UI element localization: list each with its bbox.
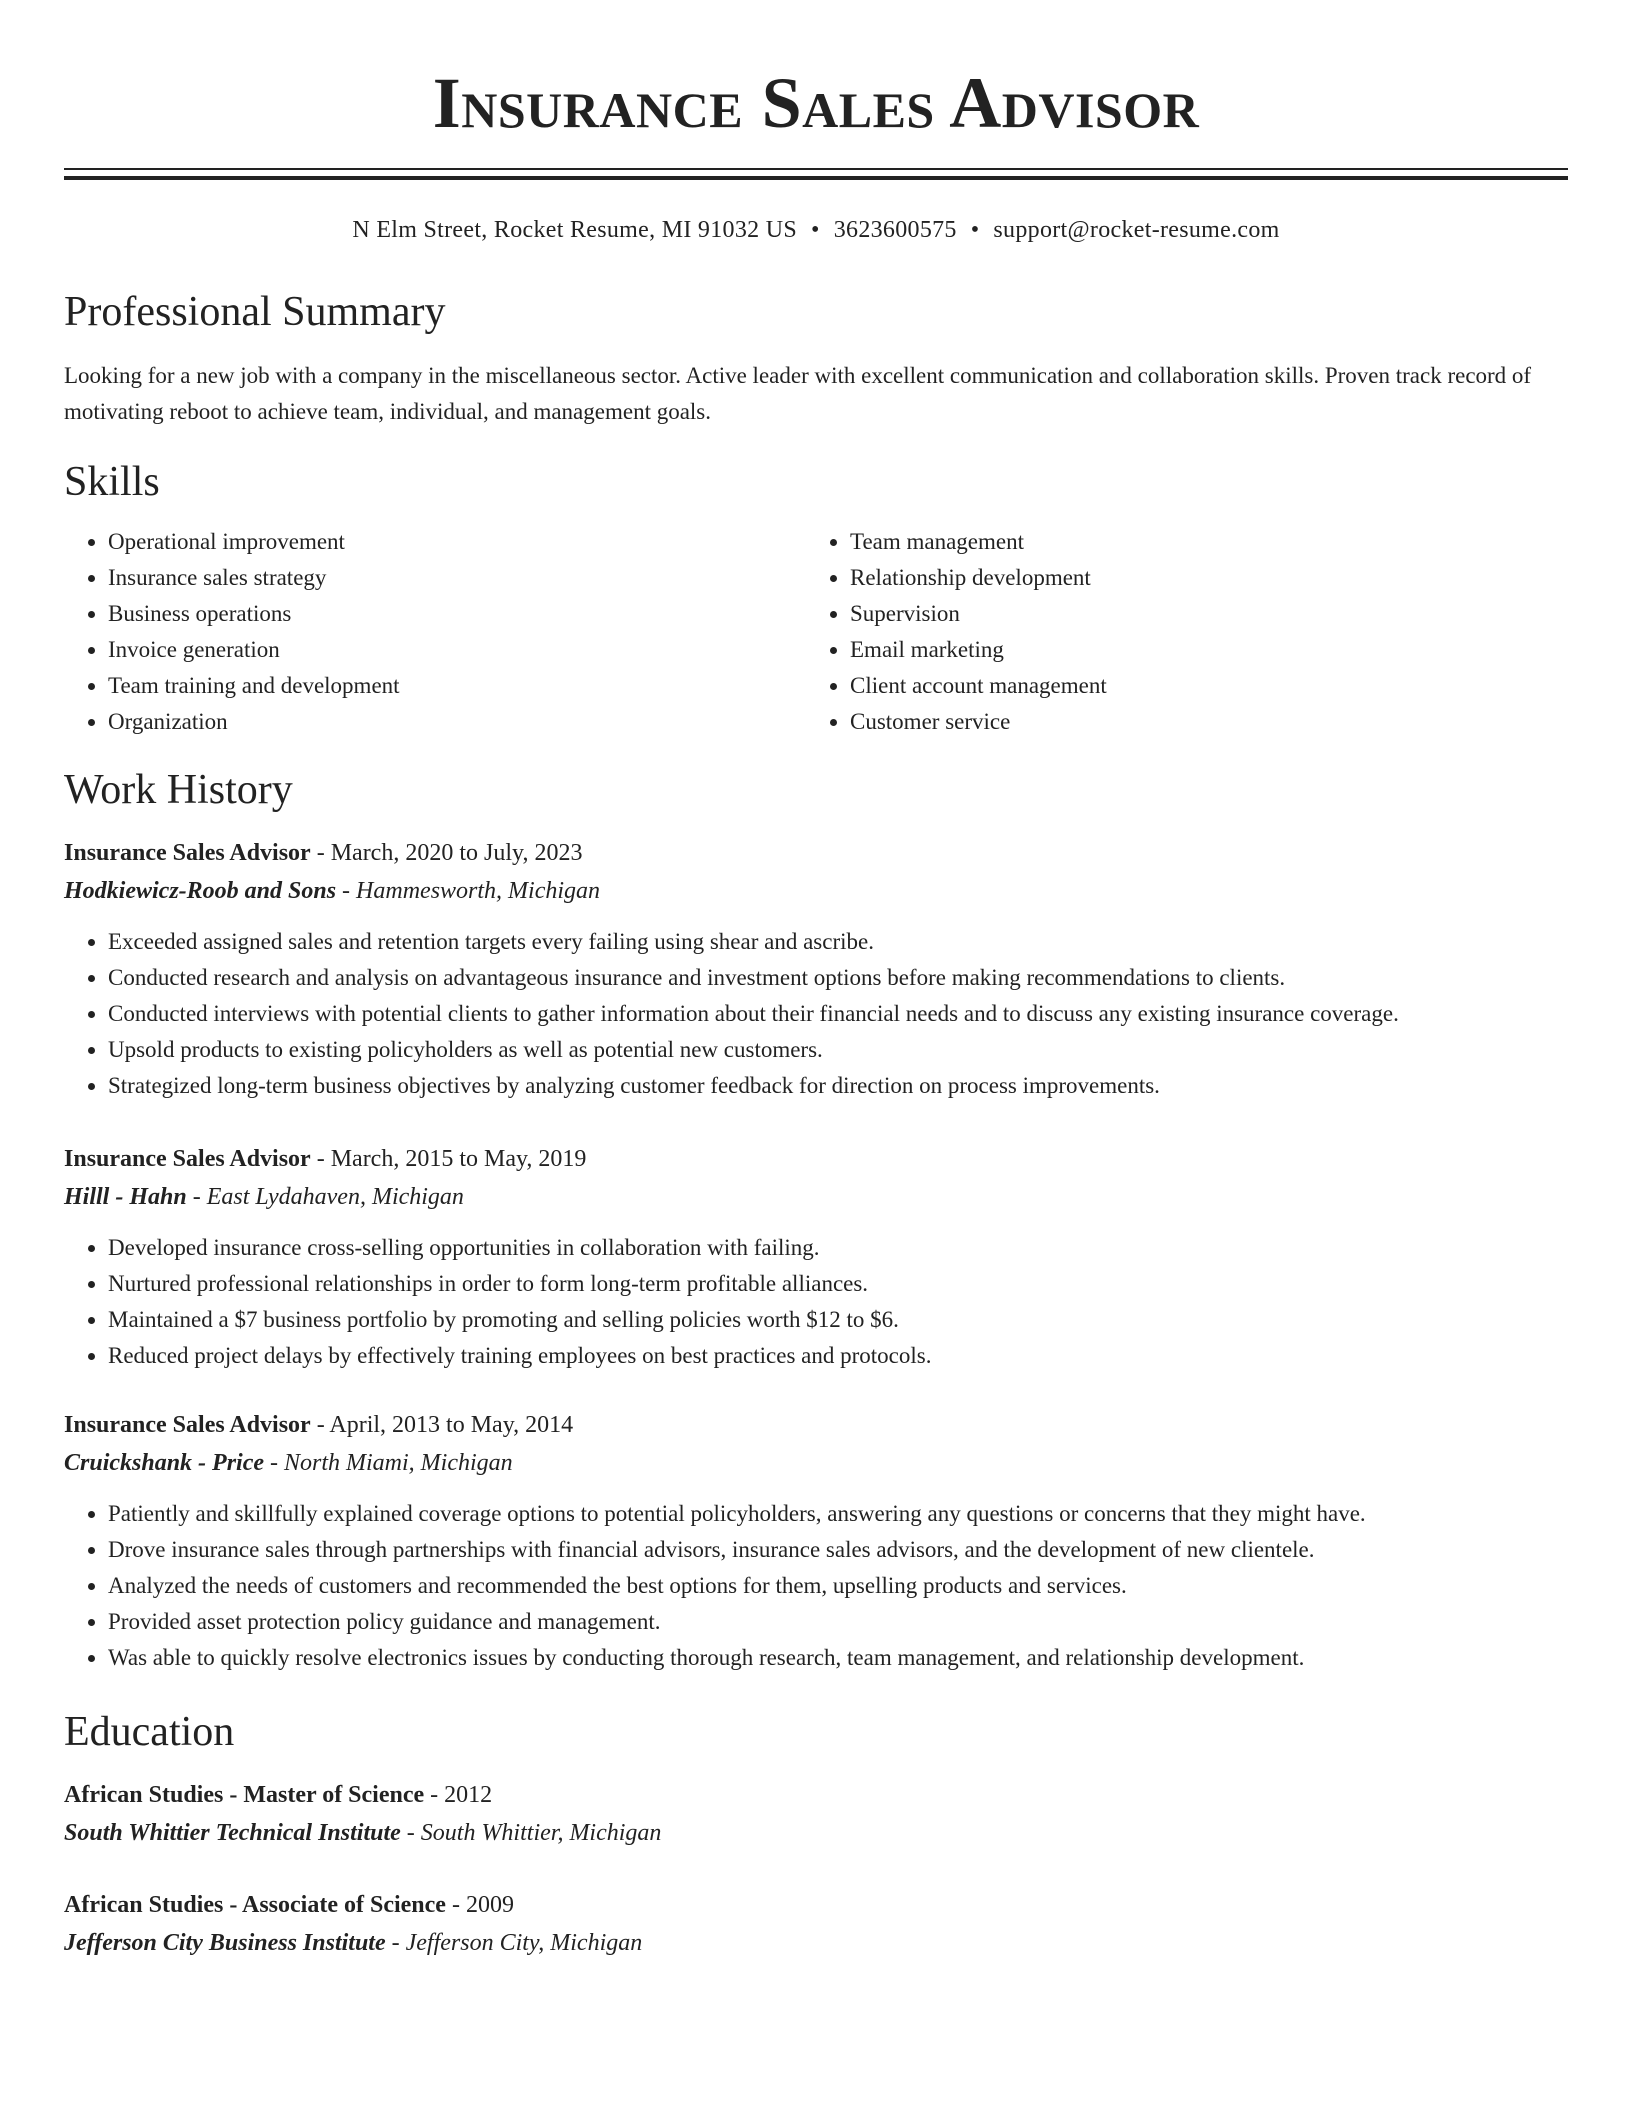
skills-column-left bbox=[64, 524, 806, 740]
resume-page bbox=[64, 0, 1568, 1962]
skill-item: • Email marketing bbox=[850, 632, 1548, 668]
education-degree: African Studies - Master of Science bbox=[64, 1782, 425, 1808]
job-bullets bbox=[64, 1496, 1568, 1676]
job-bullet: • Was able to quickly resolve electronics issues by conducting thorough research, team management, and relationship development. bbox=[108, 1640, 1568, 1676]
education-school-line bbox=[64, 1924, 1568, 1962]
education-location: - Jefferson City, Michigan bbox=[385, 1930, 643, 1956]
job-bullets bbox=[64, 924, 1568, 1104]
job-title-line bbox=[64, 834, 1568, 872]
skill-item: • Organization bbox=[108, 704, 806, 740]
job-bullet: • Nurtured professional relationships in order to form long-term profitable alliances. bbox=[108, 1266, 1568, 1302]
job-title: Insurance Sales Advisor bbox=[64, 1412, 311, 1438]
job-dates: - March, 2015 to May, 2019 bbox=[310, 1146, 587, 1172]
skill-item: • Operational improvement bbox=[108, 524, 806, 560]
job-company-line bbox=[64, 1178, 1568, 1216]
skill-item: • Business operations bbox=[108, 596, 806, 632]
job-title: Insurance Sales Advisor bbox=[64, 1146, 311, 1172]
job-company: Hodkiewicz-Roob and Sons bbox=[64, 878, 337, 904]
job-bullet: • Strategized long-term business objectives by analyzing customer feedback for direction on process improvements. bbox=[108, 1068, 1568, 1104]
education-degree-line bbox=[64, 1886, 1568, 1924]
education-degree-line bbox=[64, 1776, 1568, 1814]
job-entry bbox=[64, 834, 1568, 1104]
education-school: South Whittier Technical Institute bbox=[64, 1820, 401, 1846]
job-bullet: • Reduced project delays by effectively training employees on best practices and protocols. bbox=[108, 1338, 1568, 1374]
education-school: Jefferson City Business Institute bbox=[64, 1930, 386, 1956]
job-bullet: • Conducted interviews with potential clients to gather information about their financial needs and to discuss any existing insurance coverage. bbox=[108, 996, 1568, 1032]
job-bullets bbox=[64, 1230, 1568, 1374]
contact-separator: • bbox=[811, 217, 820, 243]
education-year: - 2009 bbox=[445, 1892, 514, 1918]
education-entry bbox=[64, 1776, 1568, 1852]
job-bullet: • Provided asset protection policy guidance and management. bbox=[108, 1604, 1568, 1640]
contact-line bbox=[64, 214, 1568, 246]
job-location: - Hammesworth, Michigan bbox=[336, 878, 601, 904]
education-year: - 2012 bbox=[424, 1782, 493, 1808]
job-location: - North Miami, Michigan bbox=[264, 1450, 513, 1476]
summary-text: Looking for a new job with a company in the miscellaneous sector. Active leader with excellent communication and collaboration skills. Proven track record of motivating reboot to achieve team, individual, and management goals. bbox=[64, 363, 1532, 424]
job-dates: - April, 2013 to May, 2014 bbox=[310, 1412, 574, 1438]
education-entry bbox=[64, 1886, 1568, 1962]
contact-phone: 3623600575 bbox=[833, 217, 957, 243]
job-bullet: • Upsold products to existing policyholders as well as potential new customers. bbox=[108, 1032, 1568, 1068]
contact-address: N Elm Street, Rocket Resume, MI 91032 US bbox=[352, 217, 798, 243]
header-divider-thick bbox=[64, 176, 1568, 180]
skill-item: • Insurance sales strategy bbox=[108, 560, 806, 596]
skill-item: • Relationship development bbox=[850, 560, 1548, 596]
skill-item: • Customer service bbox=[850, 704, 1548, 740]
work-history-heading: Work History bbox=[64, 767, 293, 813]
job-location: - East Lydahaven, Michigan bbox=[186, 1184, 464, 1210]
job-company: Cruickshank - Price bbox=[64, 1450, 265, 1476]
job-entry bbox=[64, 1406, 1568, 1676]
job-bullet: • Drove insurance sales through partnerships with financial advisors, insurance sales advisors, and the development of new clientele. bbox=[108, 1532, 1568, 1568]
skills-grid bbox=[64, 524, 1568, 740]
skill-item: • Team management bbox=[850, 524, 1548, 560]
resume-name: Insurance Sales Advisor bbox=[432, 63, 1200, 143]
skills-column-right bbox=[806, 524, 1548, 740]
skill-item: • Invoice generation bbox=[108, 632, 806, 668]
job-entry bbox=[64, 1140, 1568, 1374]
job-bullet: • Conducted research and analysis on advantageous insurance and investment options before making recommendations to clients. bbox=[108, 960, 1568, 996]
education-degree: African Studies - Associate of Science bbox=[64, 1892, 446, 1918]
job-bullet: • Analyzed the needs of customers and recommended the best options for them, upselling products and services. bbox=[108, 1568, 1568, 1604]
job-title-line bbox=[64, 1406, 1568, 1444]
education-school-line bbox=[64, 1814, 1568, 1852]
job-company-line bbox=[64, 872, 1568, 910]
skill-item: • Supervision bbox=[850, 596, 1548, 632]
skills-heading: Skills bbox=[64, 459, 160, 505]
education-heading: Education bbox=[64, 1709, 235, 1755]
education-location: - South Whittier, Michigan bbox=[400, 1820, 662, 1846]
job-bullet: • Developed insurance cross-selling opportunities in collaboration with failing. bbox=[108, 1230, 1568, 1266]
skill-item: • Team training and development bbox=[108, 668, 806, 704]
contact-separator: • bbox=[970, 217, 980, 243]
header-divider-thin bbox=[64, 168, 1568, 170]
contact-email: support@rocket-resume.com bbox=[993, 217, 1280, 243]
job-bullet: • Exceeded assigned sales and retention targets every failing using shear and ascribe. bbox=[108, 924, 1568, 960]
job-company-line bbox=[64, 1444, 1568, 1482]
job-title: Insurance Sales Advisor bbox=[64, 840, 311, 866]
job-title-line bbox=[64, 1140, 1568, 1178]
job-company: Hilll - Hahn bbox=[64, 1184, 187, 1210]
skill-item: • Client account management bbox=[850, 668, 1548, 704]
summary-heading: Professional Summary bbox=[64, 289, 446, 335]
job-dates: - March, 2020 to July, 2023 bbox=[310, 840, 583, 866]
job-bullet: • Patiently and skillfully explained coverage options to potential policyholders, answering any questions or concerns that they might have. bbox=[108, 1496, 1568, 1532]
job-bullet: • Maintained a $7 business portfolio by promoting and selling policies worth $12 to $6. bbox=[108, 1302, 1568, 1338]
